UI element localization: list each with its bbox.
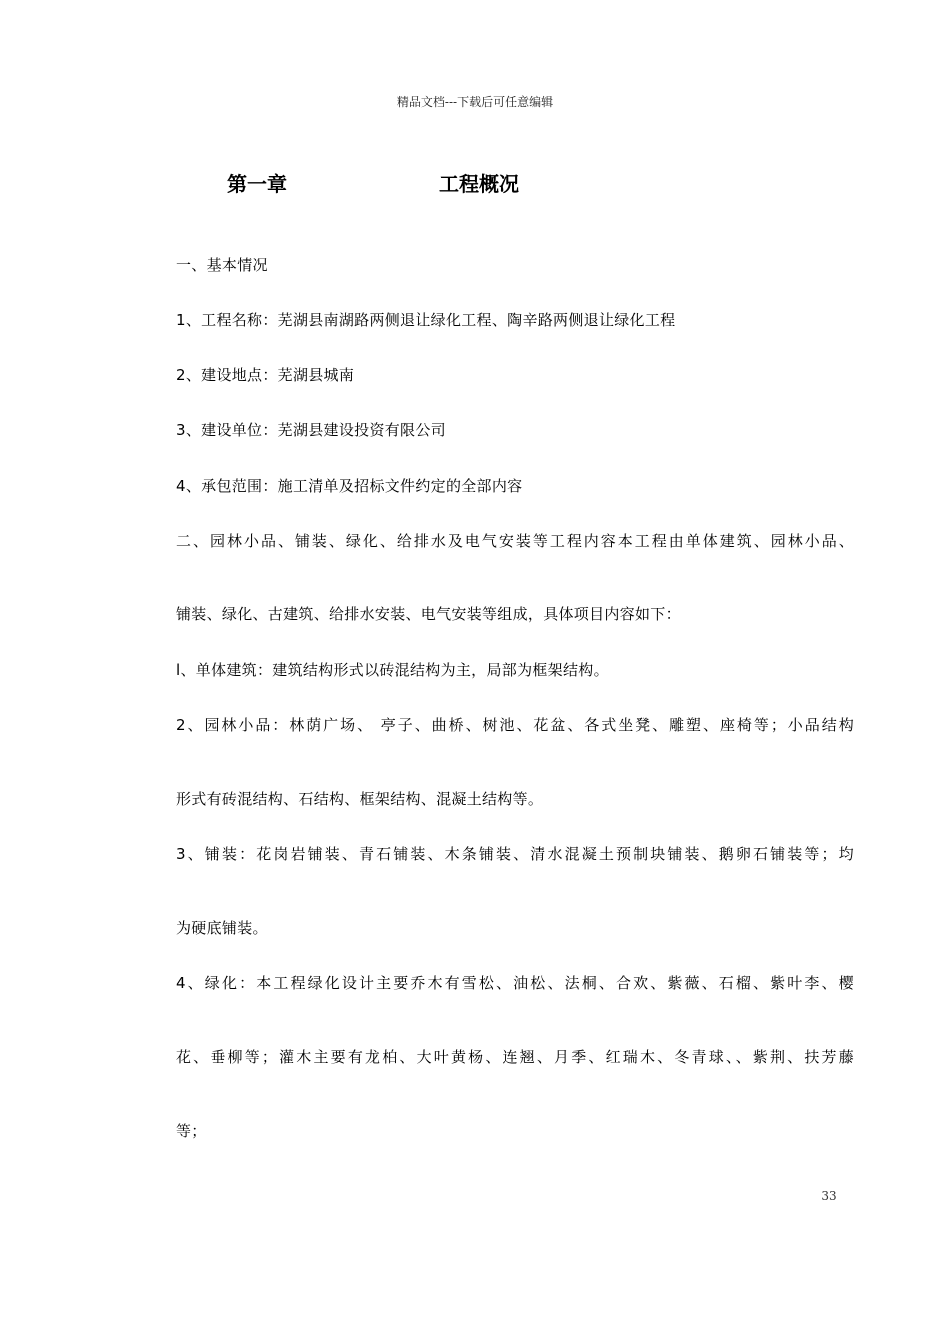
paragraph-construction-site: 2、建设地点：芜湖县城南 <box>176 366 355 384</box>
paragraph-greening-end: 等； <box>176 1122 207 1140</box>
document-header: 精品文档---下载后可任意编辑 <box>396 95 554 109</box>
chapter-heading <box>0 170 950 200</box>
paragraph-contract-scope: 4、承包范围：施工清单及招标文件约定的全部内容 <box>176 477 523 495</box>
paragraph-works-content-continued: 铺装、绿化、古建筑、给排水安装、电气安装等组成，具体项目内容如下： <box>176 605 681 623</box>
paragraph-greening-continued: 花、垂柳等；灌木主要有龙柏、大叶黄杨、连翘、月季、红瑞木、冬青球、、紫荆、扶芳藤 <box>176 1048 854 1066</box>
paragraph-greening: 4、绿化：本工程绿化设计主要乔木有雪松、油松、法桐、合欢、紫薇、石榴、紫叶李、樱 <box>176 974 854 992</box>
paragraph-single-building: l、单体建筑：建筑结构形式以砖混结构为主，局部为框架结构。 <box>176 661 609 679</box>
paragraph-paving-continued: 为硬底铺装。 <box>176 919 268 937</box>
section-heading-works-content: 二、园林小品、铺装、绿化、给排水及电气安装等工程内容本工程由单体建筑、园林小品、 <box>176 532 854 550</box>
paragraph-garden-features: 2、园林小品：林荫广场、 亭子、曲桥、树池、花盆、各式坐凳、雕塑、座椅等；小品结构 <box>176 716 854 734</box>
chapter-title: 工程概况 <box>439 172 519 196</box>
paragraph-garden-features-continued: 形式有砖混结构、石结构、框架结构、混凝土结构等。 <box>176 790 544 808</box>
paragraph-paving: 3、铺装：花岗岩铺装、青石铺装、木条铺装、清水混凝土预制块铺装、鹅卵石铺装等；均 <box>176 845 854 863</box>
paragraph-construction-unit: 3、建设单位：芜湖县建设投资有限公司 <box>176 421 446 439</box>
page-number: 33 <box>821 1189 837 1203</box>
chapter-number: 第一章 <box>227 172 287 196</box>
section-heading-basic-info: 一、基本情况 <box>176 256 268 274</box>
paragraph-project-name: 1、工程名称：芜湖县南湖路两侧退让绿化工程、陶辛路两侧退让绿化工程 <box>176 311 676 329</box>
